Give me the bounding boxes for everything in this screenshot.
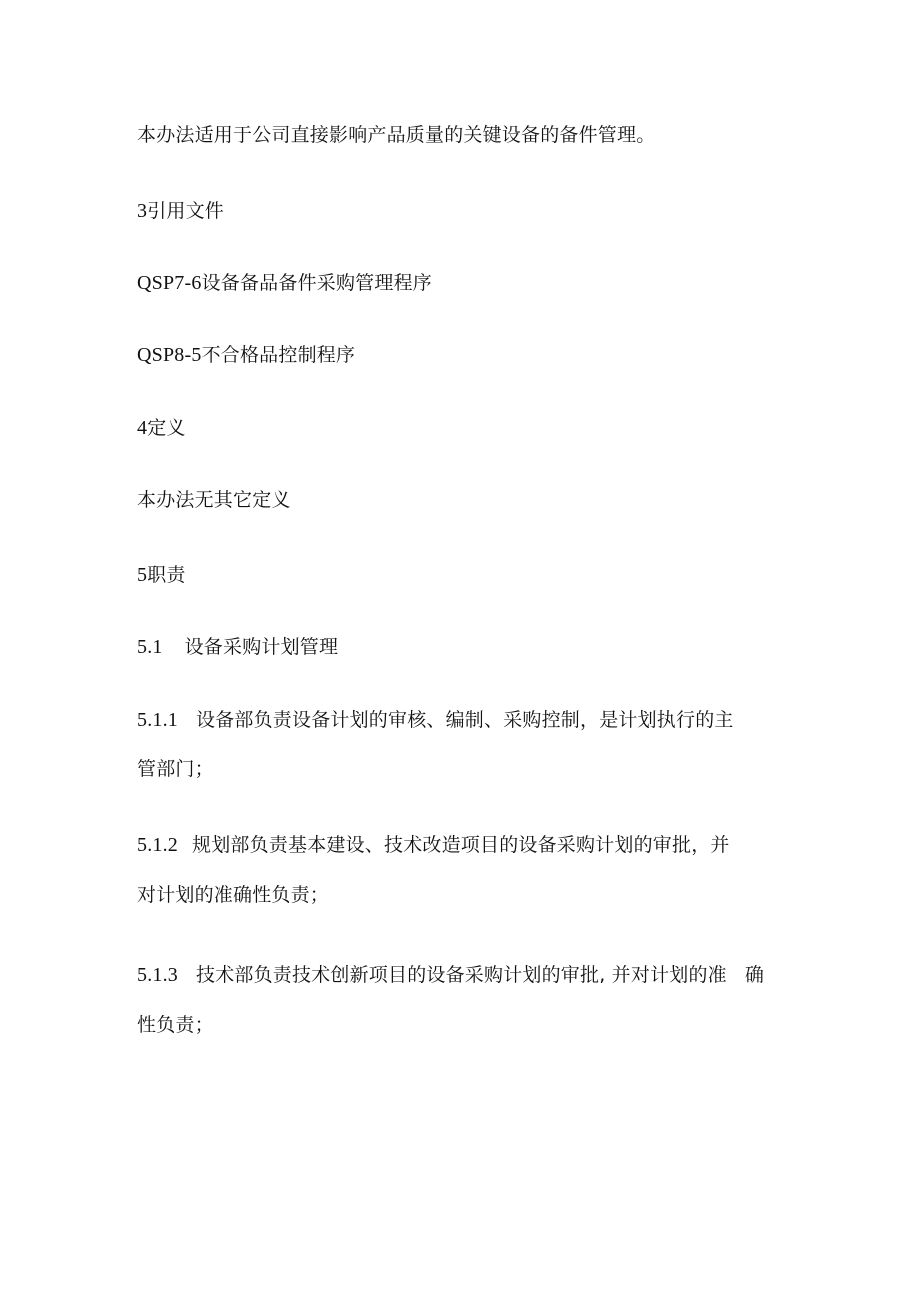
reference-1-code: QSP7-6 — [137, 272, 202, 294]
reference-qsp8-5 — [137, 342, 355, 368]
reference-2-title: 不合格品控制程序 — [201, 344, 356, 366]
scope-text: 本办法适用于公司直接影响产品质量的关键设备的备件管理。 — [137, 124, 656, 146]
scope-paragraph — [137, 122, 655, 148]
item-5-1-2-line-1 — [137, 832, 730, 858]
section-4-title: 定义 — [147, 417, 186, 439]
section-3-heading — [137, 198, 224, 224]
item-5-1-1-line-1 — [137, 707, 734, 733]
item-5-1-3-text-1b: 确 — [744, 964, 765, 986]
item-5-1-2-text-1: 规划部负责基本建设、技术改造项目的设备采购计划的审批，并 — [192, 834, 730, 856]
item-5-1-1-number: 5.1.1 — [137, 709, 178, 731]
reference-qsp7-6 — [137, 270, 432, 296]
item-5-1-3-line-2 — [137, 1012, 214, 1038]
item-5-1-2-line-2 — [137, 882, 329, 908]
item-5-1-1-text-1: 设备部负责设备计划的审核、编制、采购控制，是计划执行的主 — [196, 709, 734, 731]
definition-paragraph — [137, 487, 291, 513]
definition-text: 本办法无其它定义 — [137, 489, 291, 511]
item-5-1-3-line-1 — [137, 962, 764, 988]
reference-1-title: 设备备品备件采购管理程序 — [201, 272, 432, 294]
item-5-1-2-text-2: 对计划的准确性负责； — [137, 884, 330, 906]
section-3-title: 引用文件 — [147, 200, 225, 222]
item-5-1-1-line-2 — [137, 756, 214, 782]
item-5-1-3-text-2: 性负责； — [137, 1014, 214, 1036]
section-3-number: 3 — [137, 200, 148, 222]
item-5-1 — [137, 634, 338, 660]
reference-2-code: QSP8-5 — [137, 344, 202, 366]
item-5-1-3-number: 5.1.3 — [137, 964, 178, 986]
section-5-title: 职责 — [147, 564, 186, 586]
section-5-number: 5 — [137, 564, 148, 586]
item-5-1-1-text-2: 管部门； — [137, 758, 214, 780]
item-5-1-title: 设备采购计划管理 — [184, 636, 339, 658]
section-4-number: 4 — [137, 417, 148, 439]
item-5-1-2-number: 5.1.2 — [137, 834, 178, 856]
section-4-heading — [137, 415, 186, 441]
item-5-1-number: 5.1 — [137, 636, 163, 658]
section-5-heading — [137, 562, 186, 588]
item-5-1-3-text-1a: 技术部负责技术创新项目的设备采购计划的审批, 并对计划的准 — [196, 964, 727, 986]
